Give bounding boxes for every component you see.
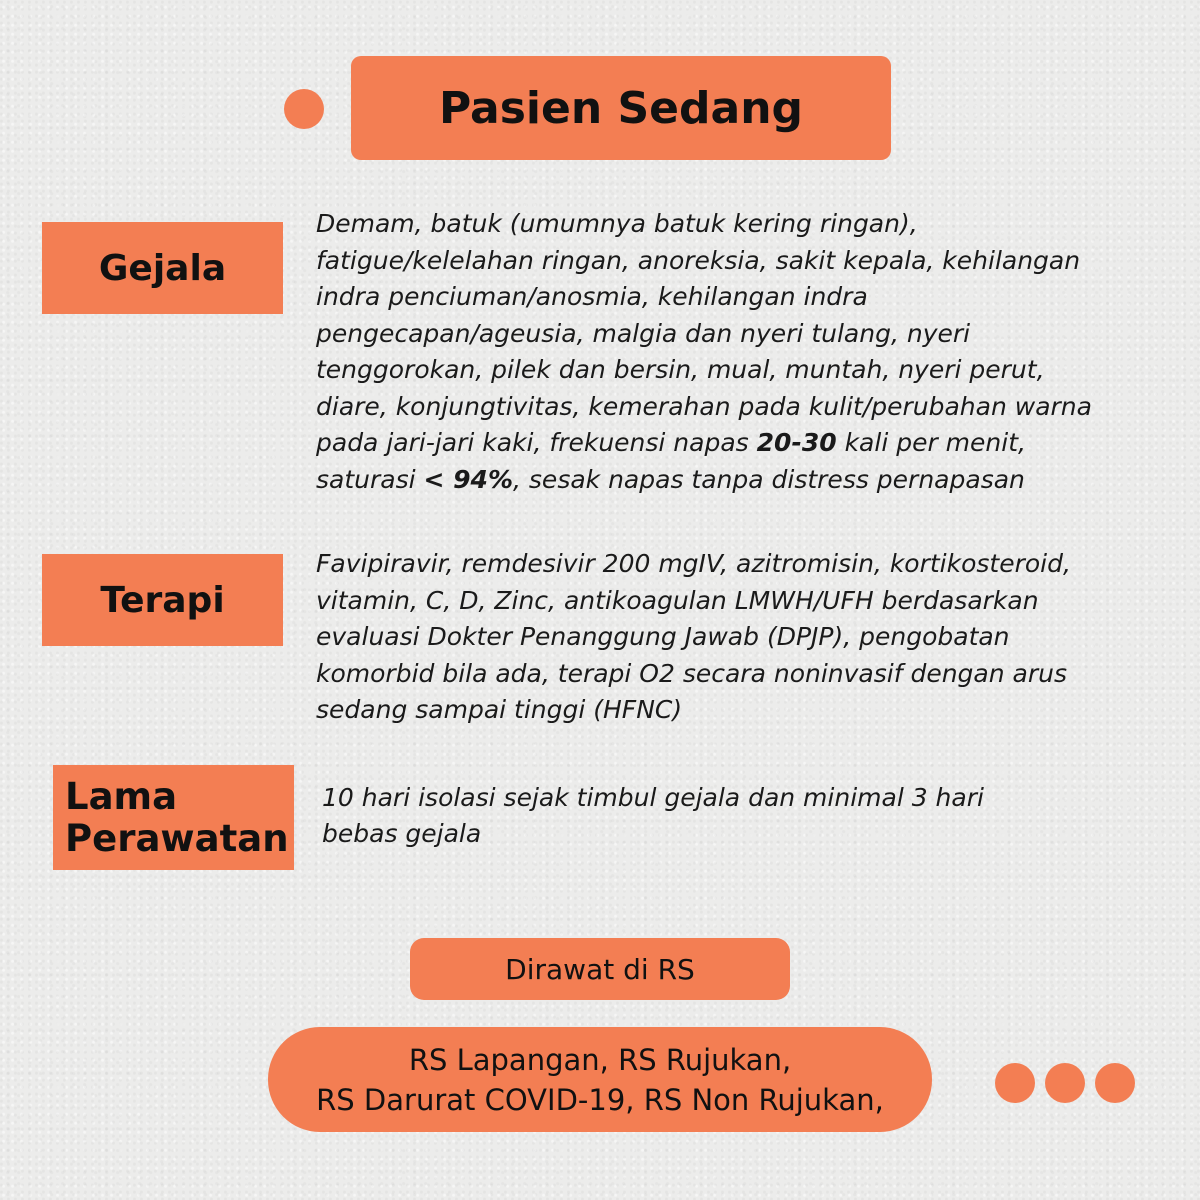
- lama-perawatan-label: [53, 765, 294, 870]
- gejala-line: diare, konjungtivitas, kemerahan pada kulit/perubahan warna: [316, 391, 1092, 421]
- terapi-line: vitamin, C, D, Zinc, antikoagulan LMWH/UFH berdasarkan: [316, 585, 1039, 615]
- more-indicator-dot: [995, 1063, 1035, 1103]
- terapi-line: sedang sampai tinggi (HFNC): [316, 695, 683, 724]
- more-indicator-dot: [1095, 1063, 1135, 1103]
- title-decoration-dot: [284, 89, 324, 129]
- hospital-locations: [268, 1027, 932, 1132]
- gejala-description: [316, 206, 1092, 498]
- saturation-value: < 94%: [423, 464, 514, 494]
- lama-perawatan-label-line: Perawatan: [65, 816, 289, 860]
- more-indicator-dot: [1045, 1063, 1085, 1103]
- lama-perawatan-line: bebas gejala: [322, 819, 482, 848]
- lama-perawatan-line: 10 hari isolasi sejak timbul gejala dan minimal 3 hari: [322, 783, 984, 812]
- respiratory-rate-value: 20-30: [756, 428, 837, 457]
- gejala-line: indra penciuman/anosmia, kehilangan indra: [316, 282, 868, 311]
- terapi-description: [316, 546, 1071, 729]
- gejala-line-text: , sesak napas tanpa distress pernapasan: [513, 464, 1025, 494]
- gejala-line: fatigue/kelelahan ringan, anoreksia, sakit kepala, kehilangan: [316, 245, 1081, 275]
- gejala-label: Gejala: [42, 222, 283, 314]
- hospital-locations-line: RS Darurat COVID-19, RS Non Rujukan,: [316, 1082, 884, 1117]
- lama-perawatan-description: [322, 780, 984, 852]
- gejala-line-text: pada jari-jari kaki, frekuensi napas: [316, 428, 749, 457]
- gejala-line: Demam, batuk (umumnya batuk kering ringan),: [316, 209, 918, 238]
- dirawat-label: Dirawat di RS: [410, 938, 790, 1000]
- page-title: Pasien Sedang: [351, 56, 891, 160]
- terapi-line: evaluasi Dokter Penanggung Jawab (DPJP), pengobatan: [316, 622, 1010, 651]
- gejala-line: [316, 462, 1092, 499]
- terapi-label: Terapi: [42, 554, 283, 646]
- lama-perawatan-label-line: Lama: [65, 774, 178, 818]
- gejala-line: [316, 425, 1092, 462]
- gejala-line-text: saturasi: [316, 464, 424, 494]
- terapi-line: komorbid bila ada, terapi O2 secara noninvasif dengan arus: [316, 658, 1068, 688]
- gejala-line: pengecapan/ageusia, malgia dan nyeri tulang, nyeri: [316, 318, 971, 348]
- gejala-line-text: kali per menit,: [836, 428, 1026, 457]
- terapi-line: Favipiravir, remdesivir 200 mgIV, azitromisin, kortikosteroid,: [316, 549, 1071, 578]
- hospital-locations-line: RS Lapangan, RS Rujukan,: [408, 1042, 792, 1077]
- gejala-line: tenggorokan, pilek dan bersin, mual, muntah, nyeri perut,: [316, 355, 1045, 384]
